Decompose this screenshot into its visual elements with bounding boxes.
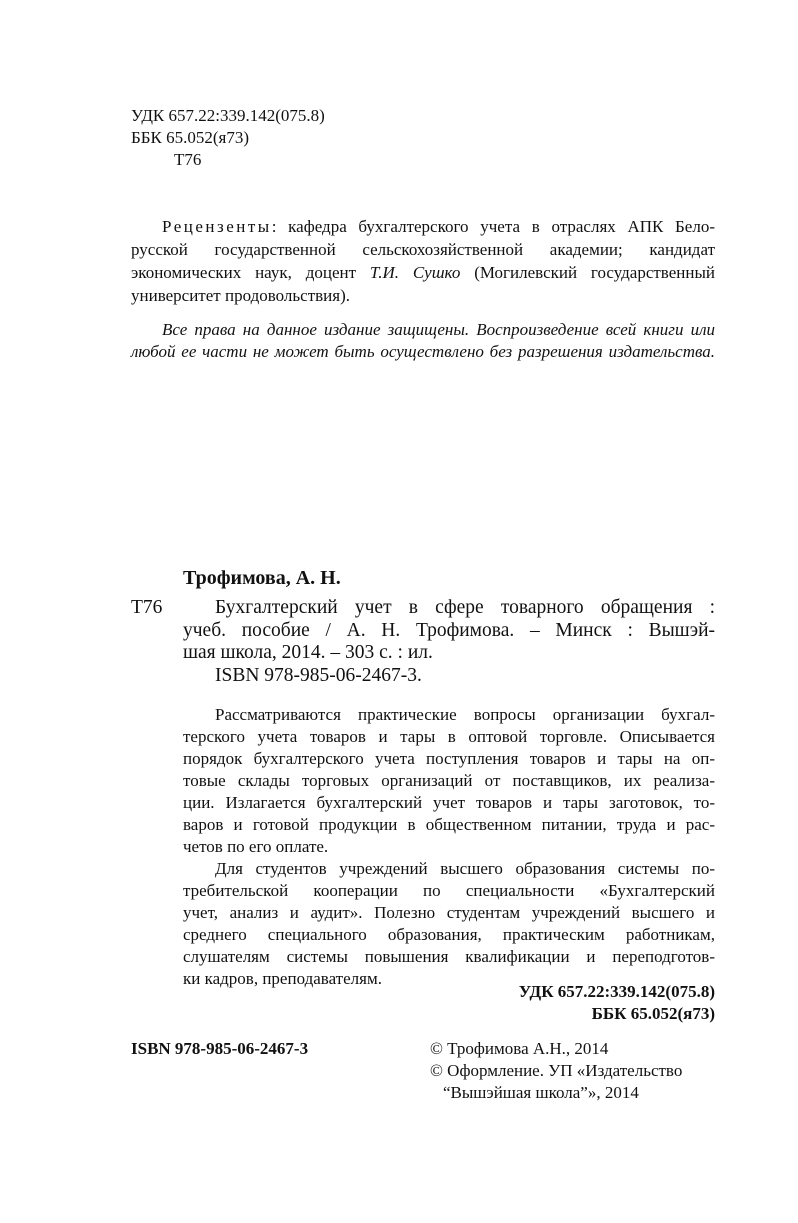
abstract-line: ции. Излагается бухгалтерский учет товаров и тары заготовок, то- <box>183 793 715 812</box>
catalog-author: Трофимова, А. Н. <box>183 567 341 589</box>
abstract-line: терского учета товаров и тары в оптовой торговле. Описывается <box>183 727 715 746</box>
reviewers-line-3: экономических наук, доцент Т.И. Сушко (Могилевский государственный <box>131 263 715 282</box>
catalog-isbn: ISBN 978-985-06-2467-3. <box>215 665 422 686</box>
abstract-line: требительской кооперации по специальности «Бухгалтерский <box>183 881 715 900</box>
reviewers-label: Рецензенты <box>162 217 272 236</box>
copyright-publisher: “Вышэйшая школа”», 2014 <box>443 1083 639 1102</box>
abstract-line: среднего специального образования, практическим работникам, <box>183 925 715 944</box>
author-mark: Т76 <box>174 150 202 169</box>
abstract-line: порядок бухгалтерского учета поступления товаров и тары на оп- <box>183 749 715 768</box>
footer-udk: УДК 657.22:339.142(075.8) <box>518 982 715 1001</box>
abstract-line: ки кадров, преподавателям. <box>183 969 382 988</box>
abstract-line: Для студентов учреждений высшего образования системы по- <box>215 859 715 878</box>
reviewers-line-2: русской государственной сельскохозяйственной академии; кандидат <box>131 240 715 259</box>
abstract-line: товые склады торговых организаций от поставщиков, их реализа- <box>183 771 715 790</box>
abstract-line: четов по его оплате. <box>183 837 329 856</box>
bbk-code: ББК 65.052(я73) <box>131 128 250 147</box>
abstract-line: варов и готовой продукции в общественном питании, труда и рас- <box>183 815 715 834</box>
copyright-author: © Трофимова А.Н., 2014 <box>430 1039 609 1058</box>
catalog-title-line-1: Бухгалтерский учет в сфере товарного обращения : <box>215 597 715 618</box>
footer-bbk: ББК 65.052(я73) <box>591 1004 715 1023</box>
reviewers-line-1: Рецензенты: кафедра бухгалтерского учета в отраслях АПК Бело- <box>162 217 715 236</box>
catalog-code: Т76 <box>131 597 163 618</box>
copyright-design: © Оформление. УП «Издательство <box>430 1061 683 1080</box>
abstract-line: Рассматриваются практические вопросы организации бухгал- <box>215 705 715 724</box>
catalog-title-line-3: шая школа, 2014. – 303 с. : ил. <box>183 642 433 663</box>
rights-notice-line-1: Все права на данное издание защищены. Воспроизведение всей книги или <box>162 320 715 339</box>
rights-notice-line-2: любой ее части не может быть осуществлено без разрешения издательства. <box>131 342 715 361</box>
abstract-line: слушателям системы повышения квалификации и переподготов- <box>183 947 715 966</box>
catalog-title-line-2: учеб. пособие / А. Н. Трофимова. – Минск : Вышэй- <box>183 620 715 641</box>
reviewers-line-4: университет продовольствия). <box>131 286 350 305</box>
udk-code: УДК 657.22:339.142(075.8) <box>131 106 325 125</box>
reviewer-name: Т.И. Сушко <box>369 263 461 282</box>
abstract-line: учет, анализ и аудит». Полезно студентам учреждений высшего и <box>183 903 715 922</box>
footer-isbn: ISBN 978-985-06-2467-3 <box>131 1039 309 1058</box>
